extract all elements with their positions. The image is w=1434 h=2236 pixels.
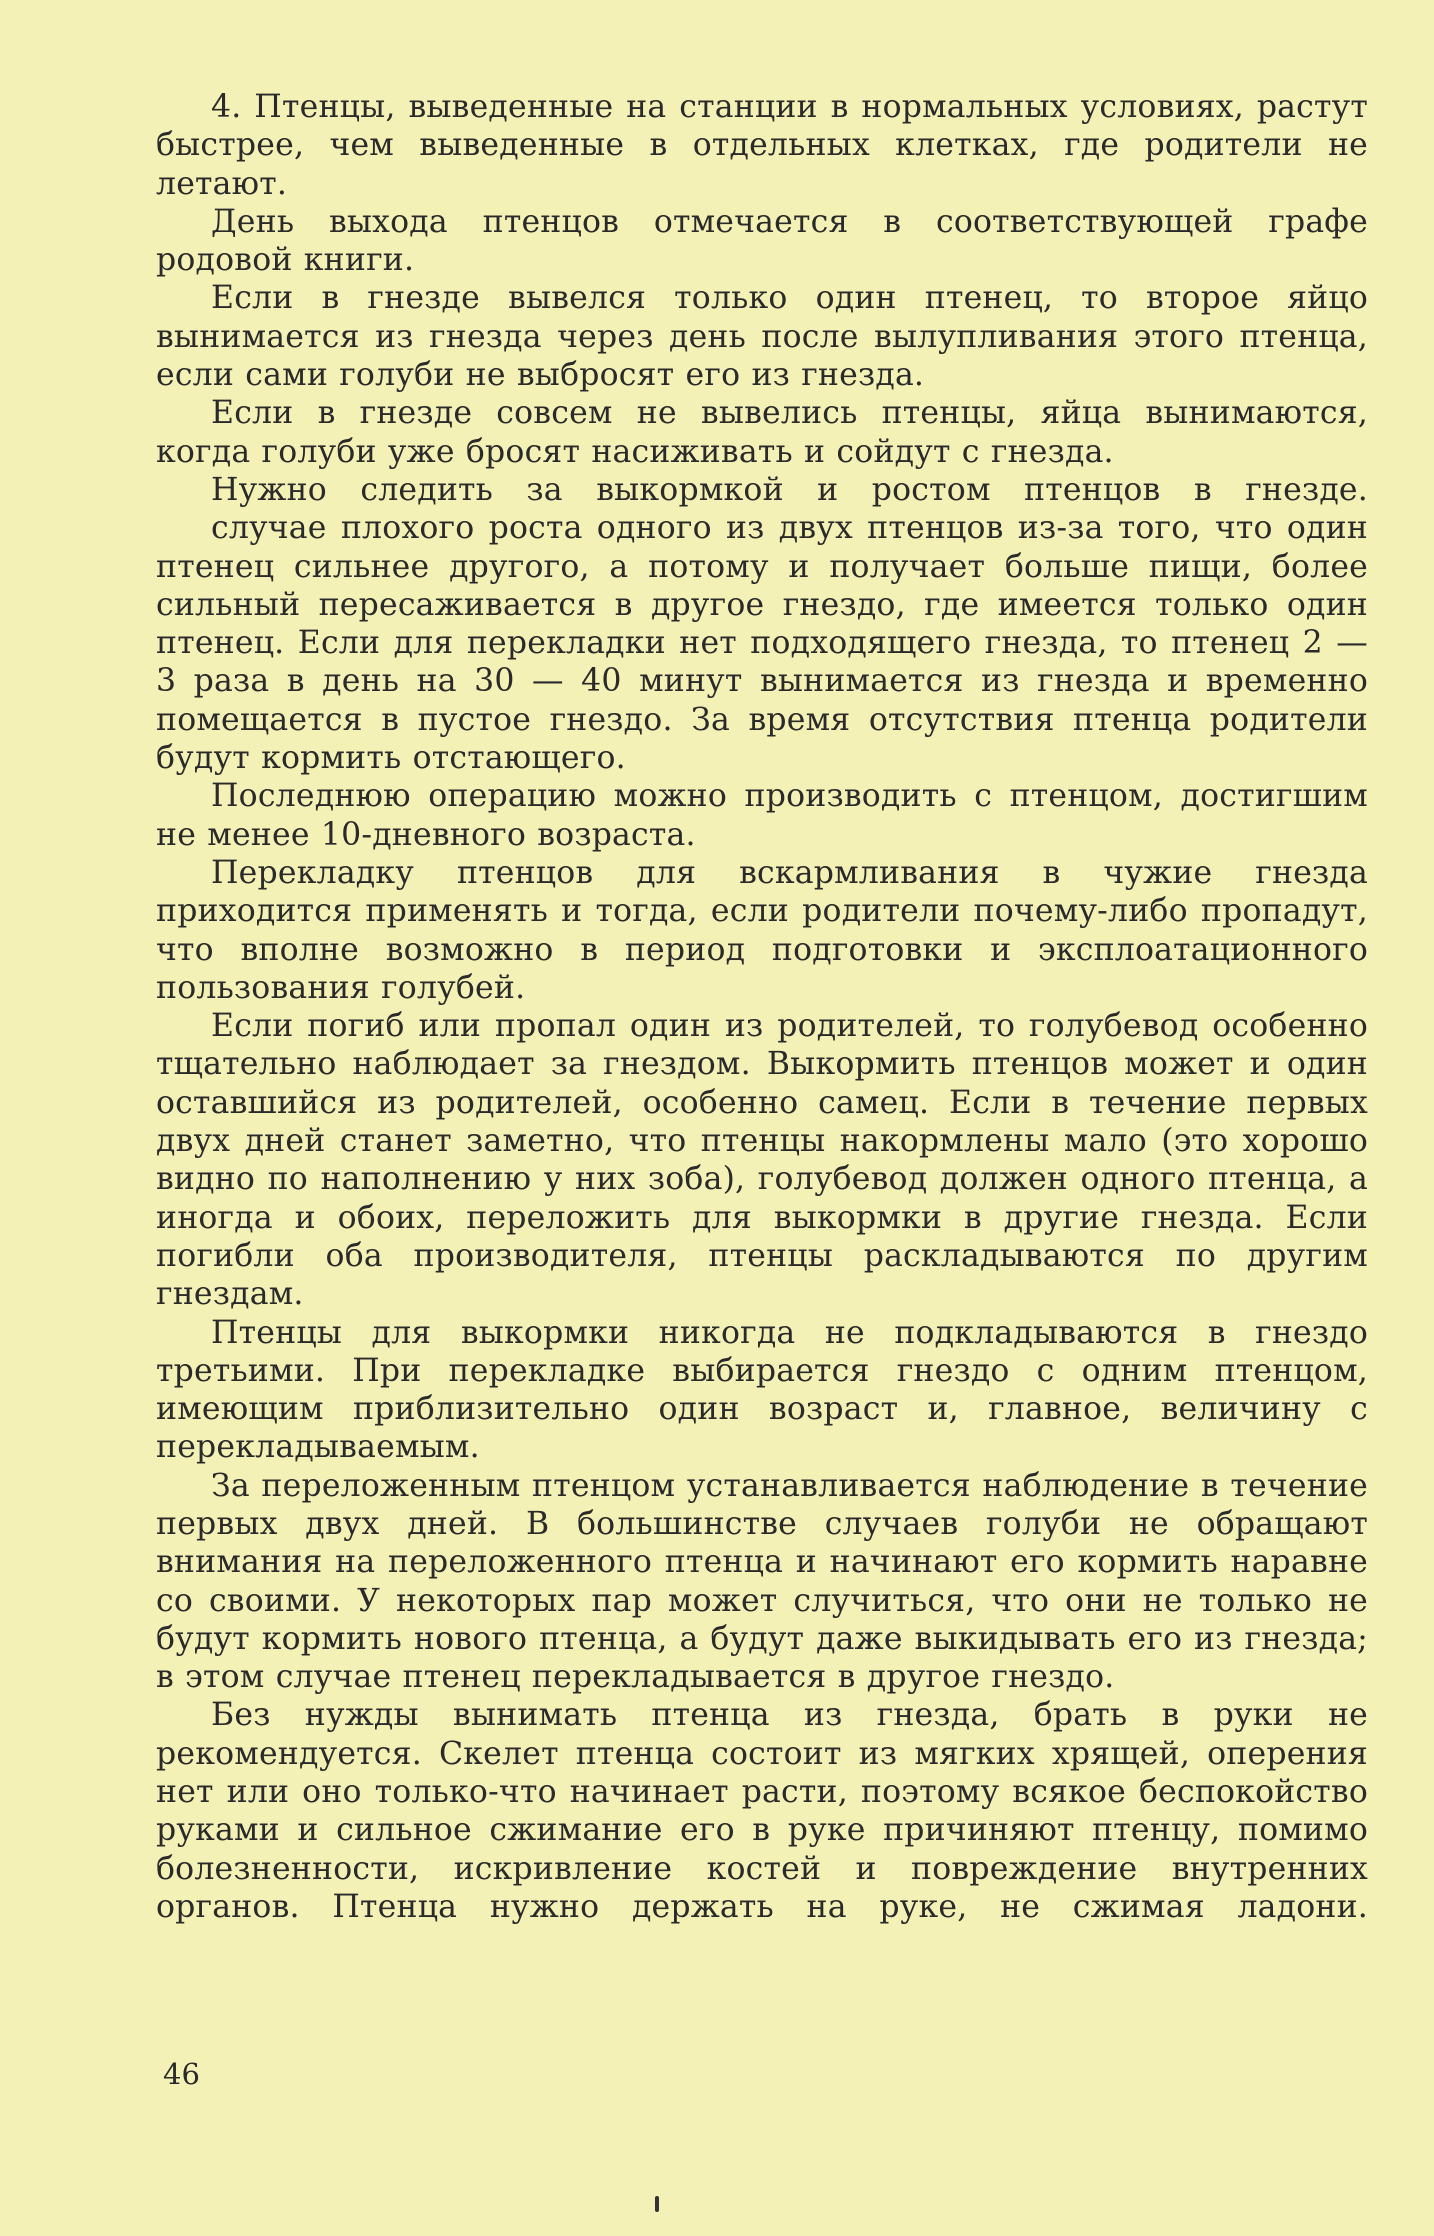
page-number: 46 [163, 2057, 200, 2091]
paragraph-9: Если погиб или пропал один из родителей, то голубевод особенно тщательно наблюдает за гнездом. Выкормить птенцов может и один оставшийся из родителей, особенно самец. Если в течение первых двух дней станет заметно, что птенцы накормлены мало (это хорошо видно по наполнению у них зоба), голубевод должен одного птенца, а иногда и обоих, переложить для выкормки в другие гнезда. Если погибли оба производителя, птенцы раскладываются по другим гнездам. [156, 1008, 1368, 1313]
paragraph-11: За переложенным птенцом устанавливается наблюдение в течение первых двух дней. В большинстве случаев голуби не обращают внимания на переложенного птенца и начинают его кормить наравне со своими. У некоторых пар может случиться, что они не только не будут кормить нового птенца, а будут даже выкидывать его из гнезда; в этом случае птенец перекладывается в другое гнездо. [156, 1467, 1368, 1696]
paragraph-10: Птенцы для выкормки никогда не подкладываются в гнездо третьими. При перекладке выбирается гнездо с одним птенцом, имеющим приблизительно один возраст и, главное, величину с перекладываемым. [156, 1314, 1368, 1466]
paragraph-3: Если в гнезде вывелся только один птенец, то второе яйцо вынимается из гнезда через день после вылупливания этого птенца, если сами голуби не выбросят его из гнезда. [156, 280, 1368, 394]
paragraph-5: Нужно следить за выкормкой и ростом птенцов в гнезде. [211, 471, 1368, 508]
page-body [156, 88, 1368, 2091]
paragraph-1: 4. Птенцы, выведенные на станции в нормальных условиях, растут быстрее, чем выведенные в отдельных клетках, где родители не летают. [156, 89, 1368, 202]
paragraph-12: Без нужды вынимать птенца из гнезда, брать в руки не рекомендуется. Скелет птенца состоит из мягких хрящей, оперения нет или оно только-что начинает расти, поэтому всякое беспокойство руками и сильное сжимание его в руке причиняют птенцу, помимо болезненности, искривление костей и повреждение внутренних органов. Птенца нужно держать на руке, не сжимая ладони. [156, 1697, 1368, 1925]
paragraph-2: День выхода птенцов отмечается в соответствующей графе родовой книги. [156, 203, 1368, 279]
paragraph-8: Перекладку птенцов для вскармливания в чужие гнезда приходится применять и тогда, если родители почему-либо пропадут, что вполне возможно в период подготовки и эксплоатационного пользования голубей. [156, 854, 1368, 1006]
print-mark [655, 2196, 659, 2212]
paragraph-7: Последнюю операцию можно производить с птенцом, достигшим не менее 10-дневного возраста. [156, 778, 1368, 853]
paragraph-6: случае плохого роста одного из двух птенцов из-за того, что один птенец сильнее другого, а потому и получает больше пищи, более сильный пересаживается в другое гнездо, где имеется только один птенец. Если для перекладки нет подходящего гнезда, то птенец 2 — 3 раза в день на 30 — 40 минут вынимается из гнезда и временно помещается в пустое гнездо. За время отсутствия птенца родители будут кормить отстающего. [156, 510, 1368, 777]
paragraph-4: Если в гнезде совсем не вывелись птенцы, яйца вынимаются, когда голуби уже бросят насиживать и сойдут с гнезда. [156, 395, 1368, 470]
